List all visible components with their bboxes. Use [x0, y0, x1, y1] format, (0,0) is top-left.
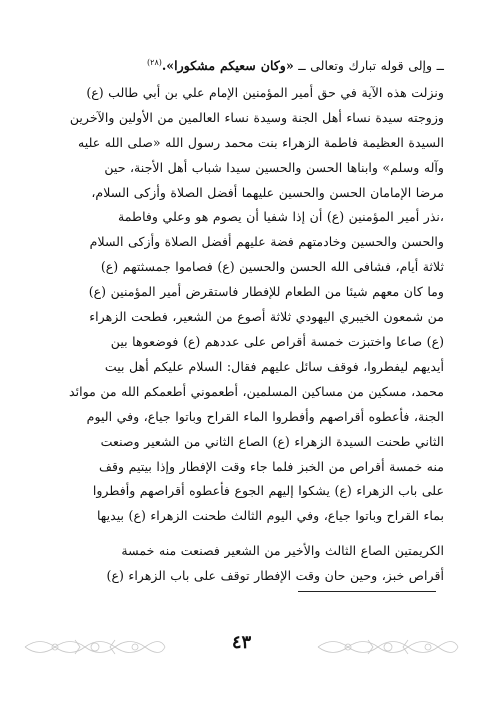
continued-paragraph — [42, 539, 444, 589]
decorative-ornament-right — [313, 634, 463, 660]
text-line: ثلاثة أيام، فشافى الله الحسن والحسين (ع) فصاموا جمسثتهم (ع) — [100, 259, 444, 275]
header-line — [42, 54, 444, 79]
text-line: وآله وسلم» وابناها الحسن والحسين سيدا شباب أهل الأجنة، حين — [104, 159, 444, 175]
header-prefix: ــ وإلى قوله تبارك وتعالى ــ — [298, 58, 444, 73]
text-line: مرضا الإمامان الحسن والحسين عليهما أفضل الصلاة وأزكى السلام، — [91, 184, 444, 200]
text-line: الكريمتين الصاع الثالث والأخير من الشعير فصنعت منه خمسة — [121, 543, 444, 559]
text-line: على باب الزهراء (ع) يشكوا إليهم الجوع فأعطوه أقراصهم وأفطروا — [92, 483, 444, 499]
text-line: ،نذر أمير المؤمنين (ع) أن إذا شفيا أن يصوم هو وعلي وفاطمة — [118, 209, 444, 225]
footnote-divider — [298, 591, 436, 592]
text-line: أيديهم ليفطروا، فوقف سائل عليهم فقال: السلام عليكم أهل بيت — [104, 358, 444, 374]
main-paragraph — [42, 81, 444, 529]
page-footer — [0, 630, 483, 664]
footnote-reference: (٢٨) — [147, 57, 162, 67]
verse-open-quote: « — [285, 58, 294, 73]
quran-verse — [162, 58, 294, 73]
text-line: محمد، مسكين من مساكين المسلمين، أطعموني أطعمكم الله من موائد — [68, 383, 444, 399]
text-line: أقراص خبز، وحين حان وقت الإفطار توقف على باب الزهراء (ع) — [106, 568, 444, 584]
text-line: ونزلت هذه الآية في حق أمير المؤمنين الإمام علي بن أبي طالب (ع) — [86, 84, 444, 100]
verse-text: وكان سعيكم مشكورا — [174, 58, 286, 73]
text-line: من شمعون الخيبري اليهودي ثلاثة أصوع من الشعير، فطحت الزهراء — [89, 309, 444, 325]
text-line: الجنة، فأعطوه أقراصهم وأفطروا الماء القراح وباتوا جياع، وفي اليوم — [86, 408, 444, 424]
text-line: بماء القراح وباتوا جياع، وفي اليوم الثالث طحنت الزهراء (ع) بيديها — [96, 508, 444, 524]
text-line: وما كان معهم شيئا من الطعام للإفطار فاستقرض أمير المؤمنين (ع) — [88, 284, 444, 300]
text-line: السيدة العظيمة فاطمة الزهراء بنت محمد رسول الله «صلى الله عليه — [78, 134, 444, 150]
body-text — [42, 54, 444, 589]
text-line: منه خمسة أقراص من الخبز فلما جاء وقت الإفطار وإذا بيتيم وقف — [98, 458, 444, 474]
text-line: الثاني طحنت السيدة الزهراء (ع) الصاع الثاني من الشعير وصنعت — [100, 433, 444, 449]
text-line: والحسن والحسين وخادمتهم فضة عليهم أفضل الصلاة وأزكى السلام — [89, 234, 444, 250]
text-line: (ع) صاعا واختبزت خمسة أقراص على عددهم (ع) فوضعوها بين — [110, 333, 444, 349]
text-line: وزوجته سيدة نساء أهل الجنة وسيدة نساء العالمين من الأولين والآخرين — [69, 109, 444, 125]
page-number: ٤٣ — [231, 632, 252, 653]
verse-close-quote: ». — [161, 58, 175, 73]
